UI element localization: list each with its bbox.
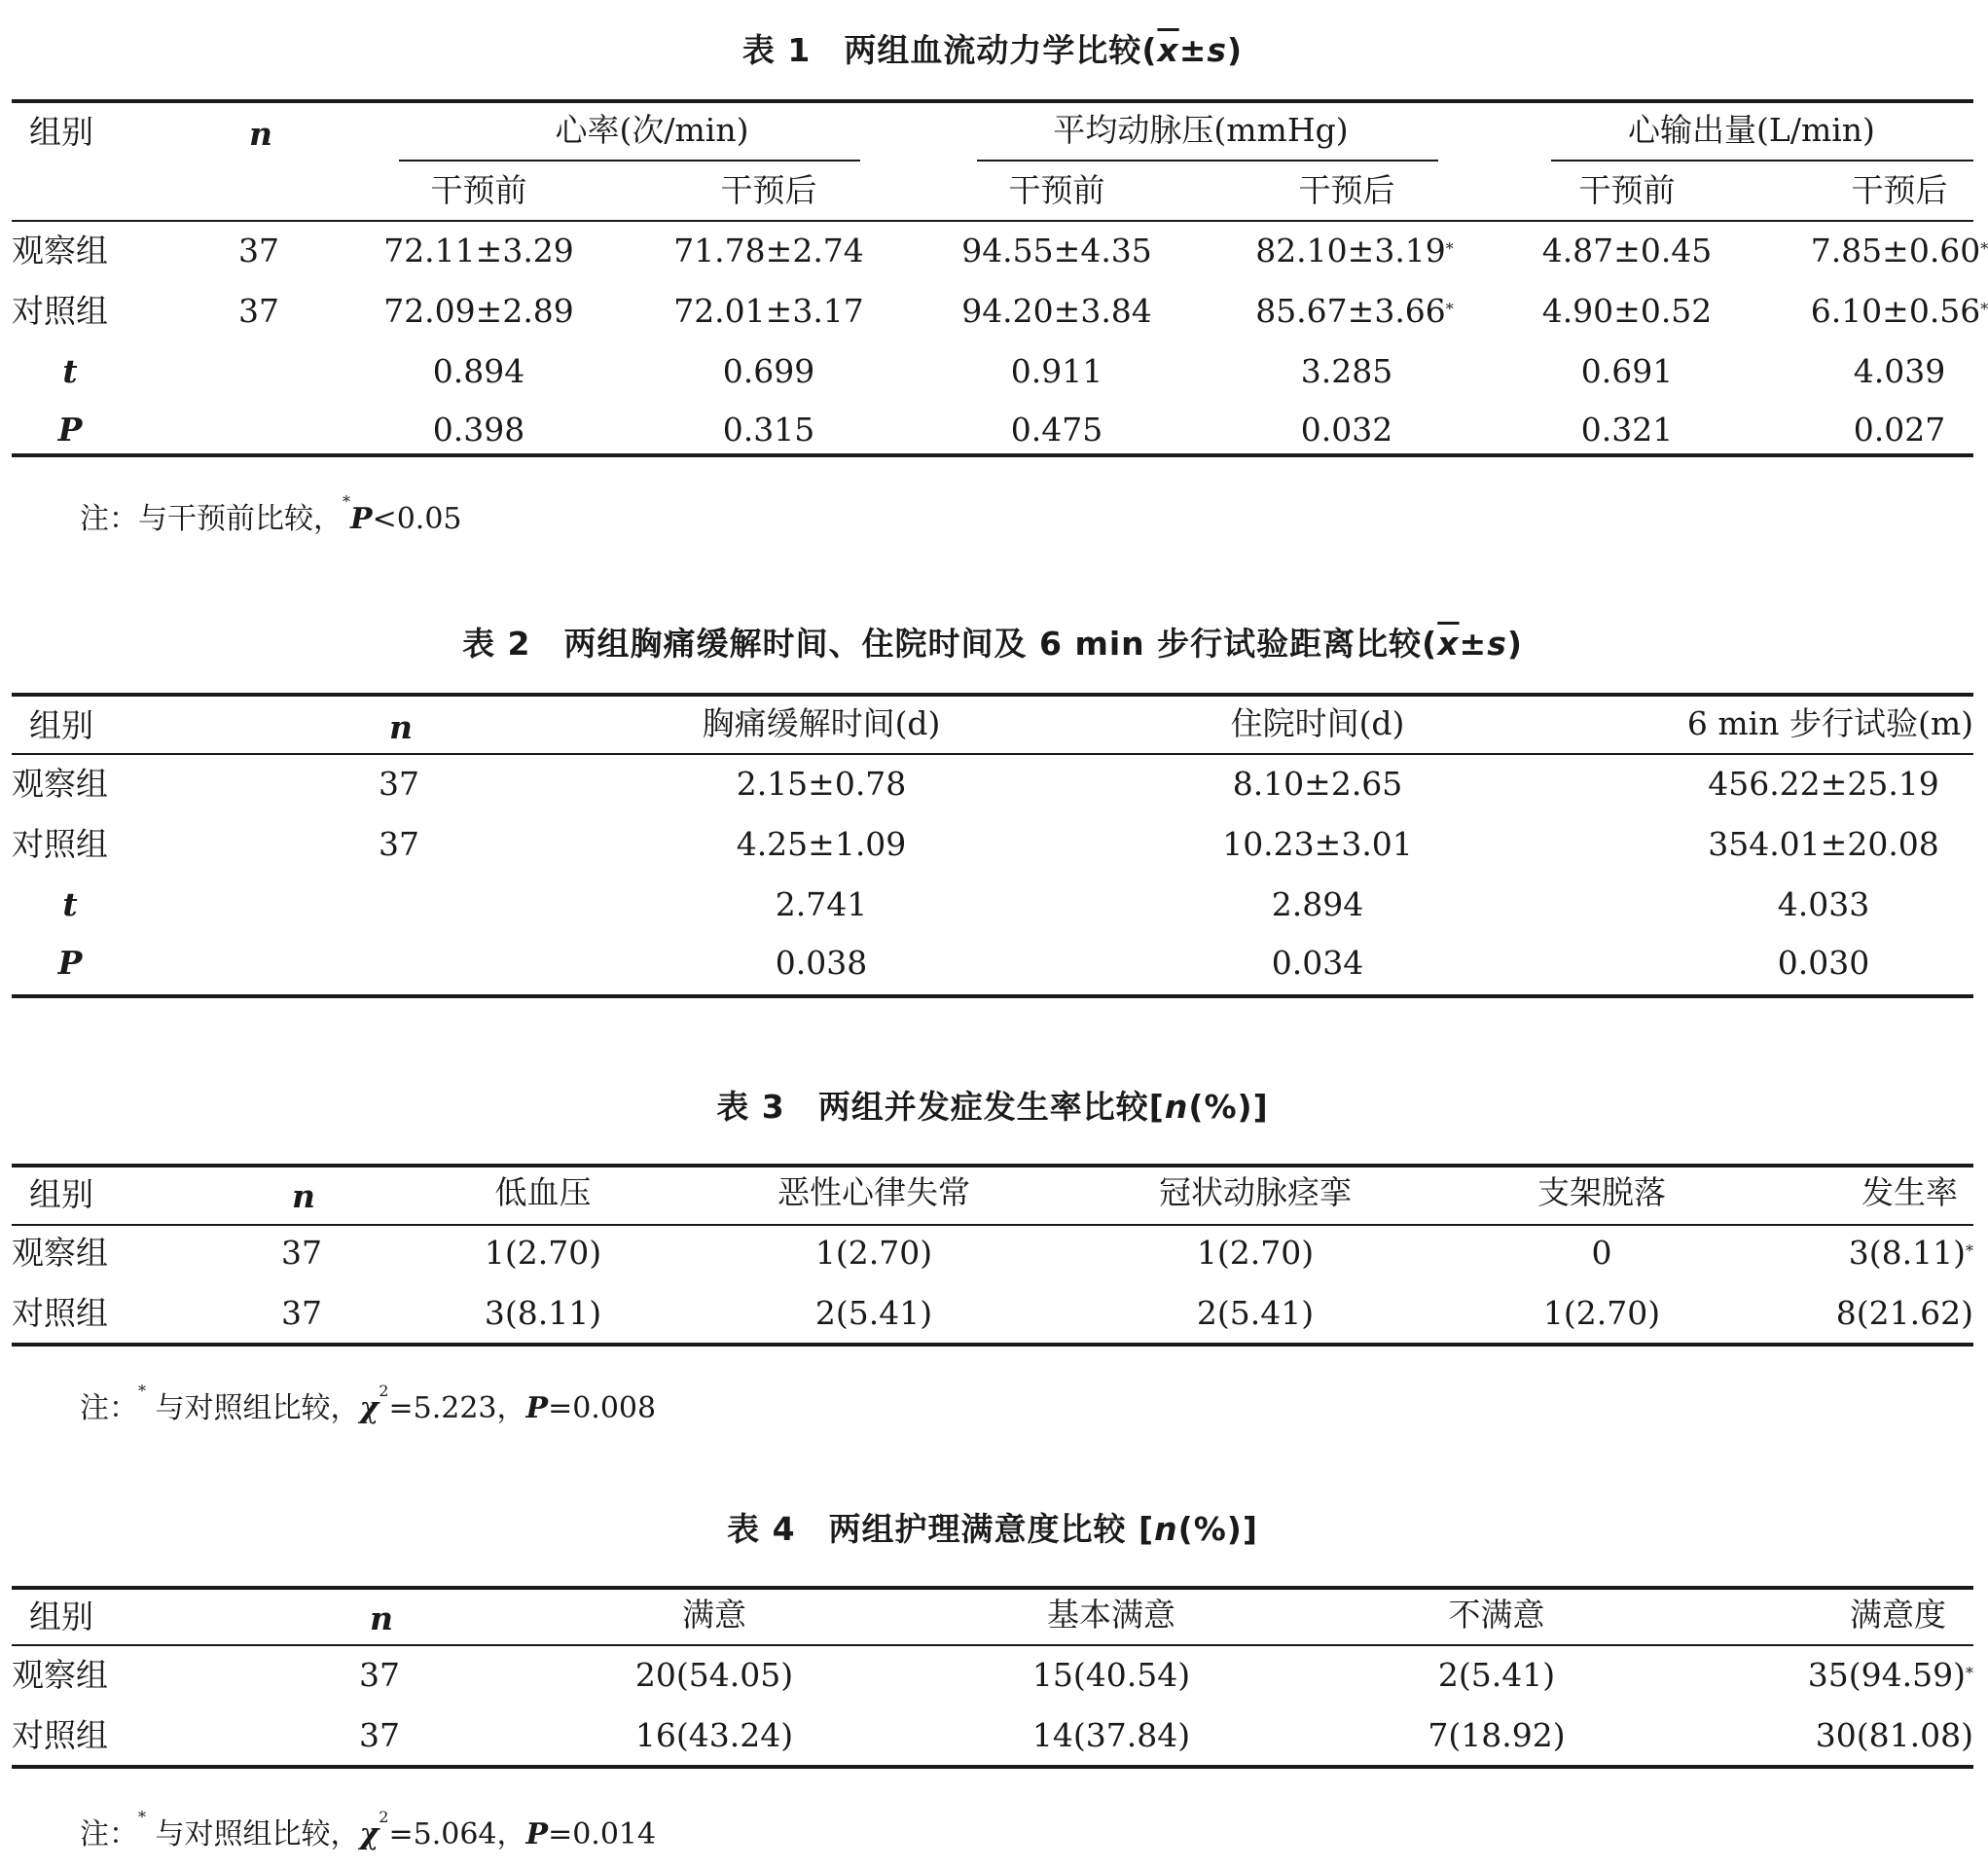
table-3-caption: 表 3 两组并发症发生率比较[n(%)] xyxy=(716,1088,1269,1126)
table-cell: 6.10±0.56* xyxy=(1810,292,1988,330)
table-cell: 0.032 xyxy=(1300,411,1393,449)
sub-post-co: 干预后 xyxy=(1851,171,1948,209)
table-cell: 0.398 xyxy=(432,411,525,449)
header-chest-pain: 胸痛缓解时间(d) xyxy=(702,704,941,742)
row-label: 观察组 xyxy=(12,1234,108,1272)
bottom-rule xyxy=(12,1343,1973,1347)
table-cell: 0.315 xyxy=(722,411,815,449)
table-cell: 94.55±4.35 xyxy=(961,232,1152,269)
bottom-rule xyxy=(12,1765,1973,1769)
row-n: 37 xyxy=(379,765,419,803)
table-cell: 72.11±3.29 xyxy=(383,232,574,269)
span-rule-hr xyxy=(399,160,860,162)
row-label-p: P xyxy=(57,411,83,449)
row-n: 37 xyxy=(359,1716,400,1754)
header-satisfaction-rate: 满意度 xyxy=(1850,1596,1946,1634)
row-n: 37 xyxy=(281,1234,322,1272)
table-1-note: 注：与干预前比较，*P<0.05 xyxy=(80,492,462,536)
table-1 xyxy=(12,0,1988,545)
header-hypotension: 低血压 xyxy=(494,1173,592,1211)
row-n: 37 xyxy=(281,1294,322,1332)
header-group: 组别 xyxy=(29,1598,93,1635)
sub-pre-co: 干预前 xyxy=(1578,171,1676,209)
row-label: 观察组 xyxy=(12,765,108,803)
table-cell: 7.85±0.60* xyxy=(1810,232,1988,269)
sub-pre-hr: 干预前 xyxy=(430,171,527,209)
top-rule xyxy=(12,1586,1973,1590)
row-n: 37 xyxy=(238,292,279,330)
span-rule-co xyxy=(1551,160,1973,162)
row-label: 对照组 xyxy=(12,1294,108,1332)
bottom-rule xyxy=(12,994,1973,998)
table-cell: 7(18.92) xyxy=(1428,1716,1566,1754)
table-cell: 1(2.70) xyxy=(484,1234,602,1272)
table-cell: 35(94.59)* xyxy=(1807,1656,1973,1694)
table-cell: 2(5.41) xyxy=(1196,1294,1315,1332)
header-group: 组别 xyxy=(29,1175,93,1213)
table-cell: 0.699 xyxy=(722,352,815,390)
header-group: 组别 xyxy=(29,113,93,151)
header-walk-test: 6 min 步行试验(m) xyxy=(1686,704,1973,742)
row-label-t: t xyxy=(62,352,78,390)
header-group: 组别 xyxy=(29,706,93,744)
table-2-caption: 表 2 两组胸痛缓解时间、住院时间及 6 min 步行试验距离比较$(\overline{x}\pm s)$ xyxy=(462,625,1523,663)
table-cell: 4.90±0.52 xyxy=(1541,292,1713,330)
table-cell: 0.691 xyxy=(1580,352,1674,390)
table-cell: 2(5.41) xyxy=(814,1294,933,1332)
table-1-caption: 表 1 两组血流动力学比较$(\overline{x}\pm s)$ xyxy=(741,31,1244,69)
row-label: 观察组 xyxy=(12,1656,108,1694)
table-cell: 456.22±25.19 xyxy=(1708,765,1939,803)
table-cell: 10.23±3.01 xyxy=(1222,825,1413,863)
header-n: n xyxy=(292,1177,315,1215)
header-spasm: 冠状动脉痉挛 xyxy=(1159,1173,1352,1211)
row-label: 对照组 xyxy=(12,825,108,863)
row-n: 37 xyxy=(359,1656,400,1694)
table-cell: 1(2.70) xyxy=(814,1234,933,1272)
table-cell: 72.01±3.17 xyxy=(673,292,864,330)
table-2 xyxy=(12,603,1973,1012)
table-cell: 2.15±0.78 xyxy=(736,765,907,803)
row-label: 对照组 xyxy=(12,1716,108,1754)
table-cell: 4.25±1.09 xyxy=(736,825,907,863)
header-n: n xyxy=(249,115,272,153)
header-rule xyxy=(12,1644,1973,1646)
table-cell: 16(43.24) xyxy=(634,1716,794,1754)
table-cell: 0.030 xyxy=(1777,944,1870,982)
sub-post-hr: 干预后 xyxy=(720,171,817,209)
table-3 xyxy=(12,1070,1973,1425)
table-cell: 3(8.11)* xyxy=(1848,1234,1973,1272)
table-cell: 82.10±3.19* xyxy=(1255,232,1454,269)
table-cell: 0.321 xyxy=(1580,411,1674,449)
header-map: 平均动脉压(mmHg) xyxy=(1053,111,1349,149)
table-cell: 0.894 xyxy=(432,352,525,390)
header-cardiac-output: 心输出量(L/min) xyxy=(1628,111,1875,149)
top-rule xyxy=(12,1164,1973,1168)
table-cell: 8(21.62) xyxy=(1835,1294,1973,1332)
table-4-caption: 表 4 两组护理满意度比较 [n(%)] xyxy=(727,1510,1258,1548)
header-satisfied: 满意 xyxy=(682,1596,746,1634)
header-incidence: 发生率 xyxy=(1861,1173,1958,1211)
table-cell: 15(40.54) xyxy=(1031,1656,1191,1694)
table-cell: 0 xyxy=(1591,1234,1612,1272)
table-cell: 3.285 xyxy=(1300,352,1393,390)
row-n: 37 xyxy=(238,232,279,269)
header-hospital-days: 住院时间(d) xyxy=(1230,704,1405,742)
header-rule xyxy=(12,1224,1973,1226)
table-cell: 71.78±2.74 xyxy=(673,232,864,269)
bottom-rule xyxy=(12,453,1973,457)
table-cell: 72.09±2.89 xyxy=(383,292,574,330)
table-cell: 0.034 xyxy=(1271,944,1364,982)
span-rule-map xyxy=(977,160,1438,162)
header-n: n xyxy=(370,1599,393,1637)
row-label: 观察组 xyxy=(12,232,108,269)
table-cell: 2(5.41) xyxy=(1437,1656,1556,1694)
row-n: 37 xyxy=(379,825,419,863)
table-cell: 0.475 xyxy=(1010,411,1103,449)
table-cell: 0.027 xyxy=(1853,411,1946,449)
table-cell: 0.911 xyxy=(1010,352,1103,390)
table-cell: 30(81.08) xyxy=(1815,1716,1973,1754)
table-cell: 85.67±3.66* xyxy=(1255,292,1454,330)
header-basic-satisfied: 基本满意 xyxy=(1047,1596,1175,1634)
header-heart-rate: 心率(次/min) xyxy=(555,111,749,149)
table-cell: 4.033 xyxy=(1777,885,1870,923)
header-rule xyxy=(12,220,1973,222)
sub-pre-map: 干预前 xyxy=(1008,171,1105,209)
table-cell: 2.741 xyxy=(775,885,868,923)
table-3-note: 注：* 与对照组比较，$\chi^2=5.223$，P=0.008 xyxy=(80,1382,657,1425)
header-n: n xyxy=(389,708,413,746)
top-rule xyxy=(12,99,1973,103)
table-cell: 4.87±0.45 xyxy=(1541,232,1713,269)
table-cell: 94.20±3.84 xyxy=(961,292,1152,330)
row-label: 对照组 xyxy=(12,292,108,330)
table-cell: 4.039 xyxy=(1853,352,1946,390)
table-cell: 1(2.70) xyxy=(1542,1294,1661,1332)
top-rule xyxy=(12,693,1973,697)
table-cell: 8.10±2.65 xyxy=(1232,765,1403,803)
table-cell: 0.038 xyxy=(775,944,868,982)
table-cell: 3(8.11) xyxy=(484,1294,602,1332)
table-cell: 14(37.84) xyxy=(1031,1716,1191,1754)
table-4-note: 注：* 与对照组比较，$\chi^2=5.064$，P=0.014 xyxy=(80,1808,657,1851)
header-dissatisfied: 不满意 xyxy=(1448,1596,1545,1634)
table-cell: 354.01±20.08 xyxy=(1708,825,1939,863)
row-label-t: t xyxy=(62,885,78,923)
header-rule xyxy=(12,753,1973,755)
table-4 xyxy=(12,1489,1973,1868)
row-label-p: P xyxy=(57,944,83,982)
table-cell: 20(54.05) xyxy=(634,1656,794,1694)
table-cell: 2.894 xyxy=(1271,885,1364,923)
sub-post-map: 干预后 xyxy=(1298,171,1395,209)
table-cell: 1(2.70) xyxy=(1196,1234,1315,1272)
header-stent: 支架脱落 xyxy=(1537,1173,1666,1211)
header-arrhythmia: 恶性心律失常 xyxy=(777,1173,970,1211)
